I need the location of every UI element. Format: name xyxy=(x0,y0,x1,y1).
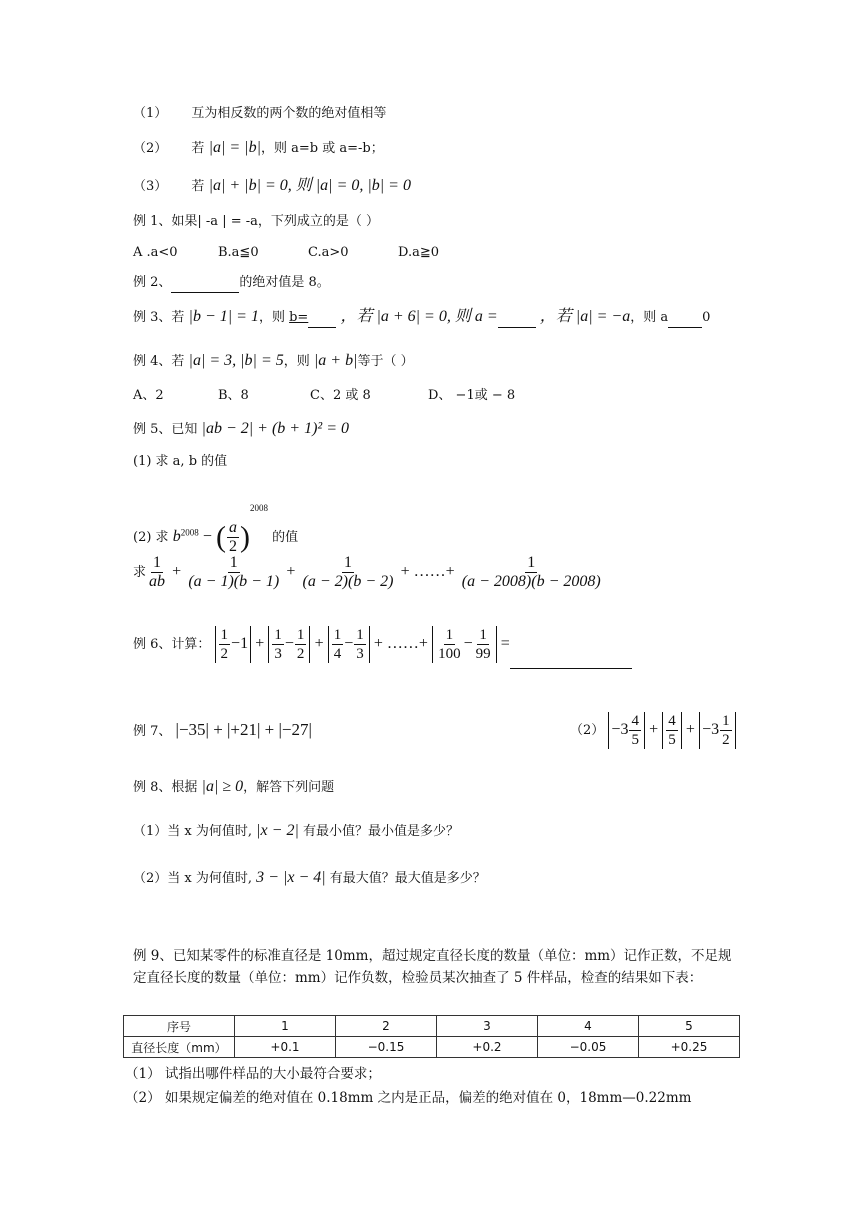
math-fraction xyxy=(301,554,396,591)
property-text: ，则 a=b 或 a=-b； xyxy=(260,141,384,156)
example-text: 的绝对值是 8。 xyxy=(239,275,330,290)
absolute-value: $\frac{1}{2}$ −1 xyxy=(215,626,252,663)
example-9-q1: （1） 试指出哪件样品的大小最符合要求； xyxy=(125,1066,381,1082)
measurement-table xyxy=(123,1015,740,1058)
table-cell: 2 xyxy=(336,1016,437,1037)
math-expression: ，若 |a| = −a xyxy=(539,308,631,325)
example-label: 例 7、 xyxy=(133,724,172,739)
example-7 xyxy=(133,720,312,742)
option: C、2 或 8 xyxy=(310,388,371,403)
fraction-denominator: 2 xyxy=(229,538,238,555)
table-cell: +0.2 xyxy=(437,1037,538,1058)
table-cell: 序号 xyxy=(124,1016,235,1037)
property-2 xyxy=(133,138,384,159)
fraction-denominator: (a − 2)(b − 2) xyxy=(302,573,394,590)
example-9-text: 例 9、已知某零件的标准直径是 10mm，超过规定直径长度的数量（单位：mm）记作正数，不足规定直径长度的数量（单位：mm）记作负数，检验员某次抽查了 5 件样品，检查的结果如下表： xyxy=(133,948,732,986)
absolute-value: $\frac{1}{4}$ − $\frac{1}{3}$ xyxy=(328,626,370,663)
fraction-denominator: (a − 1)(b − 1) xyxy=(188,573,280,590)
math-fraction xyxy=(147,554,167,591)
math-expression: |a + b| xyxy=(313,352,358,369)
fraction-numerator: 1 xyxy=(344,554,352,571)
example-5-sub2: (2) 求 $b^{2008}$ − ( $\frac{a}{2}$ )$^{2008}$ 的值 xyxy=(133,503,299,555)
property-3 xyxy=(133,176,411,197)
table-cell: +0.1 xyxy=(235,1037,336,1058)
fraction-denominator: (a − 2008)(b − 2008) xyxy=(461,573,601,590)
example-7-part-2: （2） −3 $\frac{4}{5}$ + $\frac{4}{5}$ + −3 $\frac{1}{2}$ xyxy=(570,706,736,755)
example-4-options xyxy=(133,386,515,406)
example-text: （2）当 x 为何值时, xyxy=(133,871,252,886)
option: C.a>0 xyxy=(308,245,349,260)
absolute-value: $\frac{1}{3}$ − $\frac{1}{2}$ xyxy=(268,626,310,663)
math-expression: |a| + |b| = 0, 则 |a| = 0, |b| = 0 xyxy=(208,177,411,194)
example-6: 例 6、计算： $\frac{1}{2}$ −1 + $\frac{1}{3}$ − $\frac{1}{2}$ + $\frac{1}{4}$ − $\frac{1}{3}$ + ……+ $\frac{1}{100}$ − $\frac{1}{99}$ = xyxy=(133,620,632,669)
example-text: 0 xyxy=(702,310,711,325)
example-label: 例 3、若 xyxy=(133,310,185,325)
sum-expression: 求 $\frac{1}{ab}$ + $\frac{1}{(a - 1)(b - 1)}$ + $\frac{1}{(a - 2)(b - 2)}$ + ……+ $\frac{1}{(a - 2008)(b - 2008)}$ xyxy=(133,554,601,590)
example-text: 等于（ ） xyxy=(357,354,414,369)
example-8 xyxy=(133,777,334,798)
example-3 xyxy=(133,307,710,328)
math-expression: 3 − |x − 4| xyxy=(256,869,326,886)
property-1 xyxy=(133,104,386,124)
example-2 xyxy=(133,273,330,293)
table-cell: +0.25 xyxy=(639,1037,740,1058)
property-text: 互为相反数的两个数的绝对值相等 xyxy=(191,106,387,121)
part-label: （2） xyxy=(570,723,605,738)
math-expression: |−35| + |+21| + |−27| xyxy=(175,720,312,739)
example-text: 的值 xyxy=(272,530,299,545)
absolute-value: $\frac{4}{5}$ xyxy=(662,712,682,749)
example-1-options xyxy=(133,243,439,263)
table-cell: 5 xyxy=(639,1016,740,1037)
property-text: 若 xyxy=(191,141,205,156)
example-text: ，解答下列问题 xyxy=(243,780,335,795)
math-variable: b xyxy=(172,528,181,545)
fraction-numerator: a xyxy=(229,519,238,536)
answer-blank xyxy=(668,313,702,328)
answer-blank xyxy=(308,313,336,328)
table-cell: −0.05 xyxy=(538,1037,639,1058)
math-expression: |b − 1| = 1 xyxy=(188,308,259,325)
fraction-numerator: 1 xyxy=(153,554,162,571)
table-cell: 4 xyxy=(538,1016,639,1037)
absolute-value: −3 $\frac{4}{5}$ xyxy=(608,712,645,749)
answer-blank xyxy=(510,646,632,669)
option: A、2 xyxy=(133,388,164,403)
example-text: 有最大值？最大值是多少？ xyxy=(329,871,486,886)
math-expression: |a| ≥ 0 xyxy=(201,778,244,795)
table-cell: 3 xyxy=(437,1016,538,1037)
math-ellipsis: + ……+ xyxy=(400,563,455,580)
example-text: ，则 xyxy=(258,310,285,325)
example-text: ，则 a xyxy=(630,310,669,325)
example-label: 例 6、计算： xyxy=(133,637,211,652)
example-5-sub1: (1) 求 a, b 的值 xyxy=(133,454,228,469)
table-cell: 直径长度（mm） xyxy=(124,1037,235,1058)
option: D、 −1或 − 8 xyxy=(428,388,516,403)
example-label: 例 8、根据 xyxy=(133,780,198,795)
equals-sign: = xyxy=(500,635,510,652)
example-label: 例 2、 xyxy=(133,275,172,290)
math-fraction xyxy=(186,554,281,591)
example-9-q2: （2） 如果规定偏差的绝对值在 0.18mm 之内是正品，偏差的绝对值在 0，18mm—0.22mm xyxy=(125,1090,692,1106)
answer-label: b= xyxy=(289,310,309,325)
example-text: （1）当 x 为何值时, xyxy=(133,824,252,839)
example-label: 例 5、已知 xyxy=(133,422,198,437)
example-5 xyxy=(133,419,349,440)
table-cell: −0.15 xyxy=(336,1037,437,1058)
option: D.a≧0 xyxy=(398,245,440,260)
option: B、8 xyxy=(218,388,249,403)
example-8-q2 xyxy=(133,868,486,889)
table-header-row xyxy=(124,1016,740,1037)
property-number: （1） xyxy=(133,106,168,121)
example-text: 有最小值？最小值是多少？ xyxy=(302,824,459,839)
property-number: （2） xyxy=(133,141,168,156)
example-label: 例 4、若 xyxy=(133,354,185,369)
example-text: ，则 xyxy=(283,354,310,369)
option: A .a<0 xyxy=(133,245,178,260)
property-text: 若 xyxy=(191,179,205,194)
example-text: 求 xyxy=(133,565,147,580)
example-4 xyxy=(133,351,414,372)
table-row xyxy=(124,1037,740,1058)
answer-blank xyxy=(498,313,536,328)
math-expression: ，若 |a + 6| = 0, 则 a = xyxy=(340,308,498,325)
property-number: （3） xyxy=(133,179,168,194)
fraction-denominator: ab xyxy=(149,573,166,590)
option: B.a≦0 xyxy=(218,245,259,260)
example-1-question: 例 1、如果| -a | = -a，下列成立的是（ ） xyxy=(133,214,380,229)
example-text: (2) 求 xyxy=(133,530,169,545)
answer-blank xyxy=(171,278,239,293)
math-exponent: 2008 xyxy=(250,503,269,513)
math-exponent: 2008 xyxy=(180,527,199,538)
math-fraction xyxy=(460,554,603,591)
example-8-q1 xyxy=(133,821,459,842)
math-expression: |a| = |b| xyxy=(208,139,261,156)
math-expression: |x − 2| xyxy=(256,822,299,839)
fraction-numerator: 1 xyxy=(527,554,536,571)
math-expression: |ab − 2| + (b + 1)² = 0 xyxy=(201,420,349,437)
table-cell: 1 xyxy=(235,1016,336,1037)
fraction-numerator: 1 xyxy=(229,554,238,571)
math-expression: |a| = 3, |b| = 5 xyxy=(188,352,284,369)
absolute-value: $\frac{1}{100}$ − $\frac{1}{99}$ xyxy=(432,626,497,663)
absolute-value: −3 $\frac{1}{2}$ xyxy=(699,712,736,749)
